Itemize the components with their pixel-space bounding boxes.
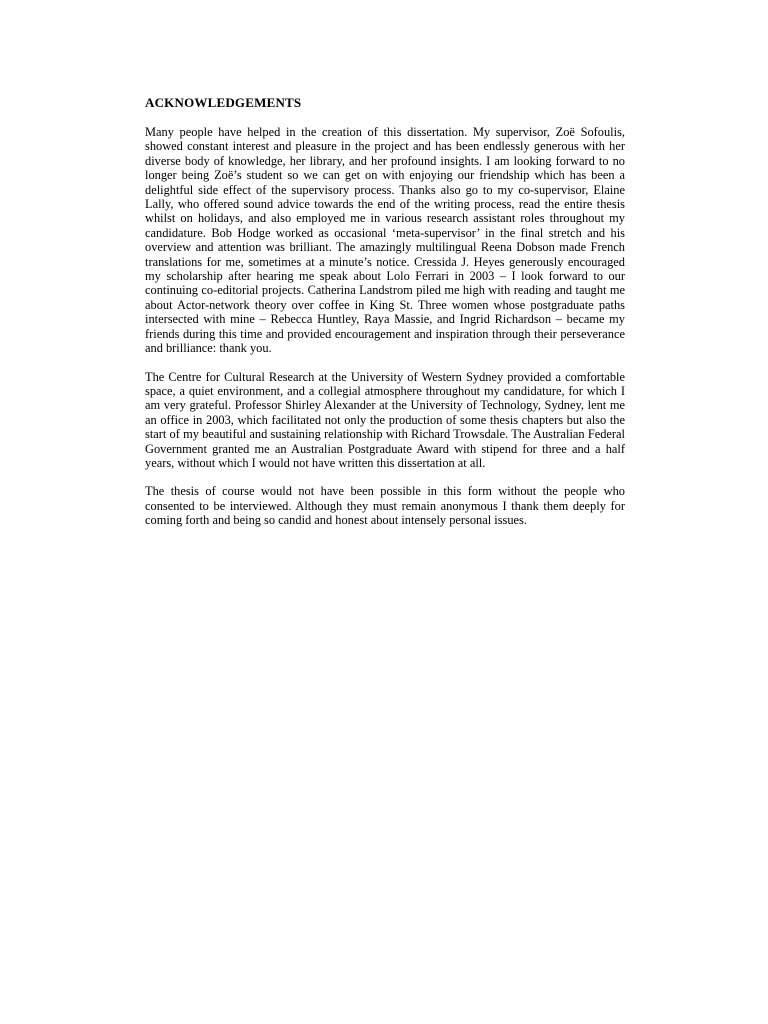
paragraph-3: The thesis of course would not have been possible in this form without the people who consented to be interviewed. Although they must remain anonymous I thank them deeply for coming forth and being so candid and honest about intensely personal issues. bbox=[145, 484, 625, 528]
paragraph-2: The Centre for Cultural Research at the University of Western Sydney provided a comfortable space, a quiet environment, and a collegial atmosphere throughout my candidature, for which I am very grateful. Professor Shirley Alexander at the University of Technology, Sydney, lent me an office in 2003, which facilitated not only the production of some thesis chapters but also the start of my beautiful and sustaining relationship with Richard Trowsdale. The Australian Federal Government granted me an Australian Postgraduate Award with stipend for three and a half years, without which I would not have written this dissertation at all. bbox=[145, 369, 625, 470]
page-heading: ACKNOWLEDGEMENTS bbox=[145, 95, 302, 110]
page-content bbox=[145, 95, 625, 542]
paragraph-1: Many people have helped in the creation of this dissertation. My supervisor, Zoë Sofoulis, showed constant interest and pleasure in the project and has been endlessly generous with her diverse body of knowledge, her library, and her profound insights. I am looking forward to no longer being Zoë’s student so we can get on with enjoying our friendship which has been a delightful side effect of the supervisory process. Thanks also go to my co-supervisor, Elaine Lally, who offered sound advice towards the end of the writing process, read the entire thesis whilst on holidays, and also employed me in various research assistant roles throughout my candidature. Bob Hodge worked as occasional ‘meta-supervisor’ in the final stretch and his overview and attention was brilliant. The amazingly multilingual Reena Dobson made French translations for me, sometimes at a minute’s notice. Cressida J. Heyes generously encouraged my scholarship after hearing me speak about Lolo Ferrari in 2003 – I look forward to our continuing co-editorial projects. Catherina Landstrom piled me high with reading and taught me about Actor-network theory over coffee in King St. Three women whose postgraduate paths intersected with mine – Rebecca Huntley, Raya Massie, and Ingrid Richardson – became my friends during this time and provided encouragement and inspiration through their perseverance and brilliance: thank you. bbox=[145, 125, 625, 356]
